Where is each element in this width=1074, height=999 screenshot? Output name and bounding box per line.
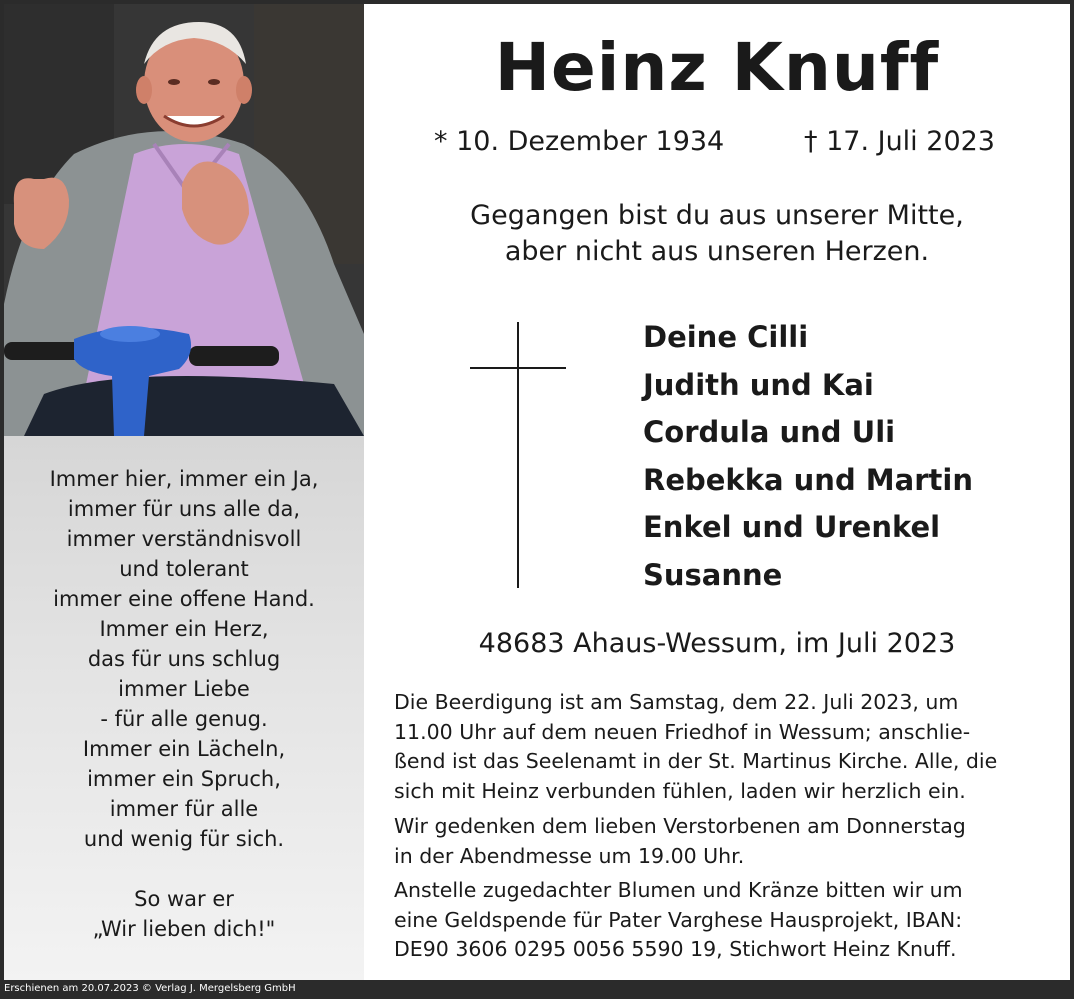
poem-panel <box>4 436 364 980</box>
poem-line: und tolerant <box>119 557 249 581</box>
poem-line: immer ein Spruch, <box>87 767 281 791</box>
poem-line: Immer hier, immer ein Ja, <box>49 467 319 491</box>
notice-line: ßend ist das Seelenamt in der St. Martinus Kirche. Alle, die <box>394 749 998 773</box>
death-date: † 17. Juli 2023 <box>804 126 995 157</box>
notice-line: in der Abendmesse um 19.00 Uhr. <box>394 843 745 868</box>
poem-line: immer Liebe <box>118 677 250 701</box>
portrait-photo <box>4 4 364 436</box>
notice-line: Die Beerdigung ist am Samstag, dem 22. Juli 2023, um <box>394 690 959 714</box>
poem-line: immer für alle <box>109 797 259 821</box>
place-and-date: 48683 Ahaus-Wessum, im Juli 2023 <box>478 628 956 659</box>
poem-line: Immer ein Herz, <box>99 617 269 641</box>
mourners-list <box>643 314 973 600</box>
obituary-card <box>4 4 1070 980</box>
cross-icon <box>466 322 570 590</box>
portrait-illustration <box>4 4 364 436</box>
mourner: Rebekka und Martin <box>643 462 973 497</box>
motto-line: Gegangen bist du aus unserer Mitte, <box>470 200 964 231</box>
mourner: Enkel und Urenkel <box>643 510 941 545</box>
mourner: Susanne <box>643 557 783 592</box>
motto <box>364 198 1070 270</box>
poem-spacer <box>4 854 364 884</box>
poem-closing-line: „Wir lieben dich!" <box>92 917 276 941</box>
poem-line: immer eine offene Hand. <box>53 587 315 611</box>
mourner: Judith und Kai <box>643 367 874 402</box>
notice-line: DE90 3606 0295 0056 5590 19, Stichwort Heinz Knuff. <box>394 937 957 961</box>
poem-line: Immer ein Lächeln, <box>82 737 286 761</box>
notice-line: sich mit Heinz verbunden fühlen, laden wir herzlich ein. <box>394 778 966 803</box>
donation-notice <box>394 876 1046 965</box>
motto-line: aber nicht aus unseren Herzen. <box>504 236 930 267</box>
poem-line: und wenig für sich. <box>83 827 285 851</box>
notice-line: Anstelle zugedachter Blumen und Kränze bitten wir um <box>394 878 963 902</box>
notice-line: eine Geldspende für Pater Varghese Hausprojekt, IBAN: <box>394 907 963 932</box>
poem-line: das für uns schlug <box>87 647 281 671</box>
notice-line: Wir gedenken dem lieben Verstorbenen am Donnerstag <box>394 814 966 838</box>
poem-closing-line: So war er <box>134 887 234 911</box>
poem-line: immer für uns alle da, <box>67 497 301 521</box>
poem-line: - für alle genug. <box>100 707 268 731</box>
notice-line: 11.00 Uhr auf dem neuen Friedhof in Wessum; anschlie- <box>394 719 971 744</box>
mass-notice <box>394 812 1046 871</box>
funeral-notice <box>394 688 1046 806</box>
publication-footer: Erschienen am 20.07.2023 © Verlag J. Mergelsberg GmbH <box>4 983 296 994</box>
deceased-name: Heinz Knuff <box>494 29 940 106</box>
birth-date: * 10. Dezember 1934 <box>434 126 725 157</box>
mourner: Cordula und Uli <box>643 415 896 450</box>
poem-text <box>4 464 364 944</box>
poem-line: immer verständnisvoll <box>66 527 302 551</box>
mourner: Deine Cilli <box>643 320 809 354</box>
